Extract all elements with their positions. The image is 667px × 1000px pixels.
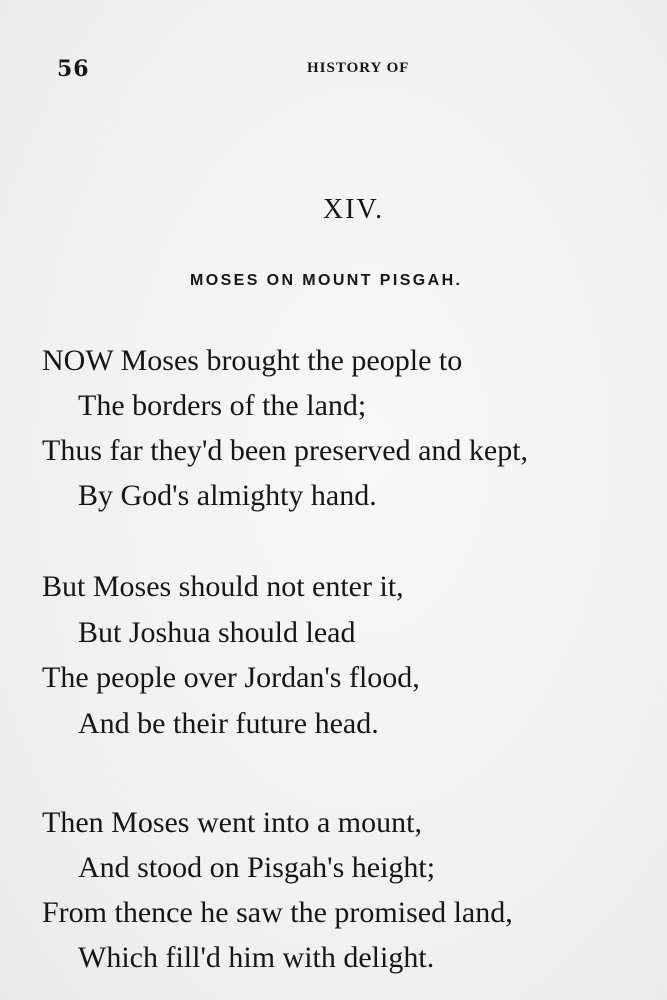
poem-line: From thence he saw the promised land, — [42, 896, 513, 929]
poem-line: But Moses should not enter it, — [42, 570, 404, 603]
poem-line: The borders of the land; — [78, 389, 367, 422]
poem-line: The people over Jordan's flood, — [42, 661, 420, 694]
poem-line: Thus far they'd been preserved and kept, — [42, 434, 529, 467]
running-title: HISTORY OF — [307, 60, 410, 76]
poem — [42, 338, 662, 980]
chapter-number: XIV. — [322, 194, 385, 225]
poem-line: Which fill'd him with delight. — [78, 941, 435, 974]
poem-line: By God's almighty hand. — [78, 479, 377, 512]
running-header — [57, 56, 617, 86]
stanza — [42, 800, 662, 980]
poem-line: NOW Moses brought the people to — [42, 344, 463, 377]
stanza — [42, 338, 662, 518]
poem-line: Then Moses went into a mount, — [42, 806, 422, 839]
page-number: 56 — [57, 56, 90, 82]
poem-line: And stood on Pisgah's height; — [78, 851, 436, 884]
stanza — [42, 564, 662, 746]
poem-line: And be their future head. — [78, 706, 379, 740]
chapter-title: MOSES ON MOUNT PISGAH. — [190, 272, 463, 289]
poem-line: But Joshua should lead — [78, 615, 356, 649]
